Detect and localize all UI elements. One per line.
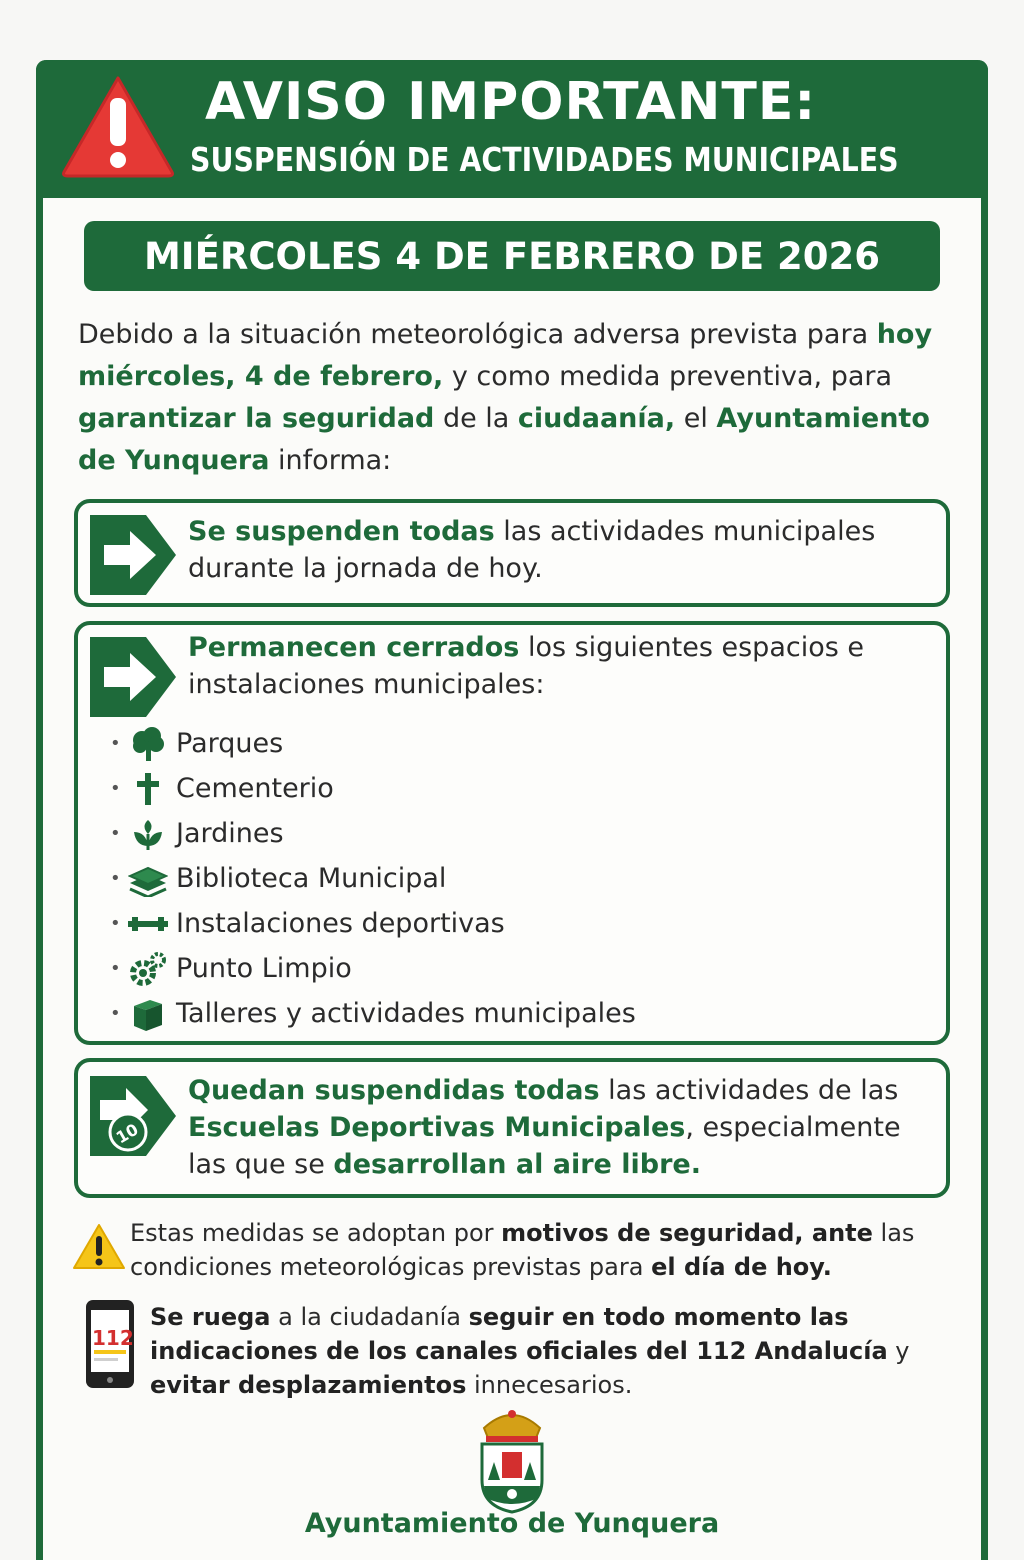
box-icon xyxy=(126,996,170,1032)
list-item: • Instalaciones deportivas xyxy=(110,901,636,946)
arrow-ball-icon xyxy=(86,1070,178,1162)
safety-note: Estas medidas se adoptan por motivos de seguridad, ante las condiciones meteorológicas previstas para el día de hoy. xyxy=(130,1219,915,1281)
town-coat-of-arms-logo xyxy=(472,1406,552,1516)
page-title: AVISO IMPORTANTE: xyxy=(205,72,817,132)
list-item: • Talleres y actividades municipales xyxy=(110,991,636,1036)
box3-text: Quedan suspendidas todas las actividades de las Escuelas Deportivas Municipales, especialmente las que se desarrollan al aire libre. xyxy=(188,1075,901,1180)
arrow-right-icon xyxy=(86,509,178,601)
warning-triangle-icon xyxy=(58,72,178,180)
list-item: • Parques xyxy=(110,721,636,766)
notice-box-sports-schools xyxy=(74,1058,950,1198)
tree-icon xyxy=(126,726,170,762)
cross-icon xyxy=(126,771,170,807)
list-item: • Jardines xyxy=(110,811,636,856)
notice-box-suspension xyxy=(74,499,950,607)
list-item: • Biblioteca Municipal xyxy=(110,856,636,901)
box2-text: Permanecen cerrados los siguientes espacios e instalaciones municipales: xyxy=(188,632,864,700)
arrow-right-icon xyxy=(86,631,178,723)
dumbbell-icon xyxy=(126,906,170,942)
page-subtitle: SUSPENSIÓN DE ACTIVIDADES MUNICIPALES xyxy=(190,140,899,179)
list-item: • Punto Limpio xyxy=(110,946,636,991)
gears-icon xyxy=(126,951,170,987)
books-icon xyxy=(126,861,170,897)
intro-paragraph: Debido a la situación meteorológica adversa prevista para hoy miércoles, 4 de febrero, y como medida preventiva, para garantizar la seguridad de la ciudaanía, el Ayuntamiento de Yunquera informa: xyxy=(78,319,933,476)
date-banner: MIÉRCOLES 4 DE FEBRERO DE 2026 xyxy=(84,221,940,291)
notice-box-closed-spaces xyxy=(74,621,950,1045)
list-item: • Cementerio xyxy=(110,766,636,811)
closed-spaces-list xyxy=(110,721,636,1036)
plant-icon xyxy=(126,816,170,852)
town-hall-name: Ayuntamiento de Yunquera xyxy=(304,1508,720,1539)
box1-text: Se suspenden todas las actividades municipales durante la jornada de hoy. xyxy=(188,516,876,584)
recommendation-note: Se ruega a la ciudadanía seguir en todo momento las indicaciones de los canales oficiales del 112 Andalucía y evitar desplazamientos innecesarios. xyxy=(150,1303,910,1399)
badge-number: 10 xyxy=(112,1119,142,1148)
phone-label: 112 xyxy=(92,1326,134,1350)
warning-yellow-icon xyxy=(72,1222,126,1272)
